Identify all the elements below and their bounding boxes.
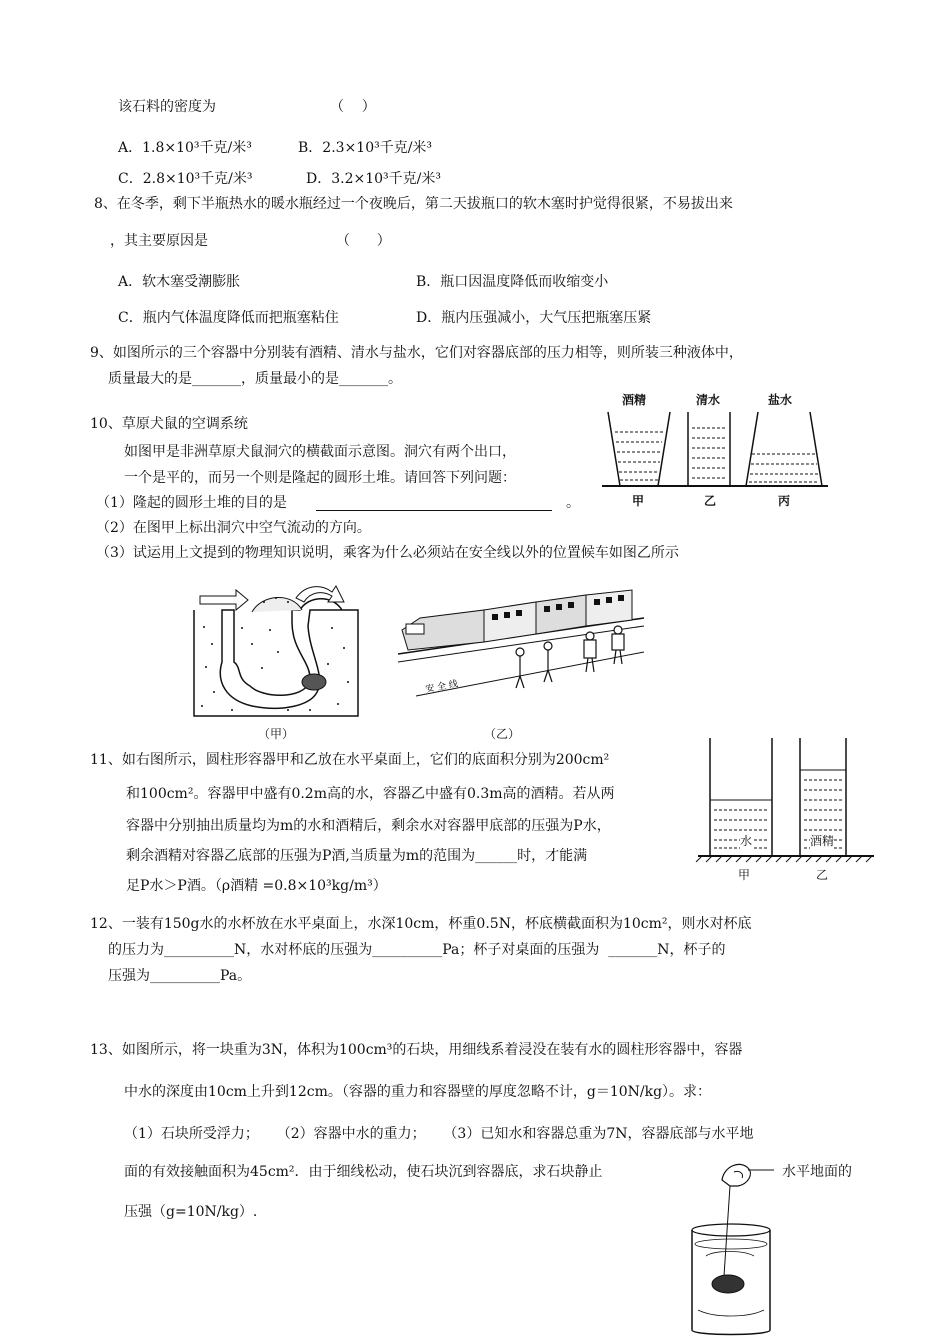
q10-sub2: （2）在图甲上标出洞穴中空气流动的方向。 <box>96 520 371 536</box>
q8-paren: （ ） <box>336 233 391 249</box>
burrow-diagram <box>192 582 362 720</box>
q11-line5: 足P水＞P酒。（ρ酒精 =0.8×10³kg/m³） <box>126 878 387 894</box>
q10-sub3: （3）试运用上文提到的物理知识说明，乘客为什么必须站在安全线以外的位置候车如图乙所示 <box>96 545 679 561</box>
q7-paren: （ ） <box>330 99 376 115</box>
q11-line2: 和100cm²。容器甲中盛有0.2m高的水，容器乙中盛有0.3m高的酒精。若从两 <box>126 786 615 802</box>
beaker-stone-diagram <box>684 1160 794 1340</box>
q8-option-c: C．瓶内气体温度降低而把瓶塞粘住 <box>118 310 339 326</box>
q10-desc-line1: 如图甲是非洲草原犬鼠洞穴的横截面示意图。洞穴有两个出口， <box>124 444 516 460</box>
q8-option-a: A．软木塞受潮膨胀 <box>118 274 241 290</box>
q13-line2: 中水的深度由10cm上升到12cm。（容器的重力和容器壁的厚度忽略不计，g＝10N/kg）。求： <box>124 1084 712 1100</box>
q10-sub1-blank[interactable] <box>316 496 552 511</box>
label-jia: 甲 <box>632 494 645 508</box>
q8-stem-line2: ，其主要原因是 <box>110 233 208 249</box>
q10-title: 10、草原犬鼠的空调系统 <box>90 416 248 432</box>
label-alcohol: 酒精 <box>622 393 647 407</box>
label-bing: 丙 <box>778 494 791 508</box>
caption-cylinder-jia: 甲 <box>738 868 751 882</box>
q8-stem-line1: 8、在冬季，剩下半瓶热水的暖水瓶经过一个夜晚后，第二天拔瓶口的软木塞时护觉得很紧，不易拔出来 <box>94 196 733 212</box>
cylinder-containers-diagram <box>696 736 876 860</box>
q9-line2: 质量最大的是_______，质量最小的是_______。 <box>108 371 402 387</box>
q9-line1: 9、如图所示的三个容器中分别装有酒精、清水与盐水，它们对容器底部的压力相等，则所装三种液体中， <box>90 345 743 361</box>
q13-line4-tail: 水平地面的 <box>782 1164 852 1180</box>
q8-option-b: B．瓶口因温度降低而收缩变小 <box>416 274 609 290</box>
label-water: 清水 <box>696 393 721 407</box>
caption-jia: （甲） <box>258 727 295 741</box>
q10-desc-line2: 一个是平的，而另一个则是隆起的圆形土堆。请回答下列问题： <box>124 470 516 486</box>
q13-line1: 13、如图所示，将一块重为3N，体积为100cm³的石块，用细线系着浸没在装有水的圆柱形容器中，容器 <box>90 1042 743 1058</box>
three-containers-diagram <box>600 408 830 490</box>
train-station-diagram <box>396 590 646 700</box>
q11-line4: 剩余酒精对容器乙底部的压强为P酒,当质量为m的范围为______时，才能满 <box>126 848 588 864</box>
q11-line3: 容器中分别抽出质量均为m的水和酒精后，剩余水对容器甲底部的压强为P水， <box>126 818 611 834</box>
q7-option-b: B．2.3×10³千克/米³ <box>298 140 433 156</box>
label-water-cylinder: 水 <box>740 834 753 848</box>
q12-line1: 12、一装有150g水的水杯放在水平桌面上，水深10cm，杯重0.5N，杯底横截面积为10cm²，则水对杯底 <box>90 916 752 932</box>
q10-sub1-end: 。 <box>566 495 580 511</box>
q12-line3: 压强为__________Pa。 <box>108 968 252 984</box>
q10-sub1: （1）隆起的圆形土堆的目的是 <box>96 495 287 511</box>
q13-line5: 压强（g=10N/kg）. <box>124 1204 258 1220</box>
q13-line3: （1）石块所受浮力； （2）容器中水的重力； （3）已知水和容器总重为7N，容器底部与水平地 <box>124 1126 754 1142</box>
label-yi: 乙 <box>704 494 717 508</box>
caption-cylinder-yi: 乙 <box>816 868 829 882</box>
q7-option-a: A．1.8×10³千克/米³ <box>118 140 252 156</box>
q7-option-c: C．2.8×10³千克/米³ <box>118 171 253 187</box>
safety-line-label: 安 全 线 <box>424 679 459 695</box>
q8-option-d: D．瓶内压强减小，大气压把瓶塞压紧 <box>416 310 652 326</box>
q11-line1: 11、如右图所示，圆柱形容器甲和乙放在水平桌面上，它们的底面积分别为200cm² <box>90 752 610 768</box>
caption-yi: （乙） <box>484 727 521 741</box>
q13-line4: 面的有效接触面积为45cm²．由于细线松动，使石块沉到容器底，求石块静止 <box>124 1164 603 1180</box>
label-alcohol-cylinder: 酒精 <box>810 834 835 848</box>
q7-option-d: D．3.2×10³千克/米³ <box>306 171 441 187</box>
label-saltwater: 盐水 <box>768 393 793 407</box>
q7-stem: 该石料的密度为 <box>118 99 216 115</box>
q12-line2: 的压力为__________N，水对杯底的压强为__________Pa；杯子对桌面的压强为 _______N，杯子的 <box>108 942 726 958</box>
